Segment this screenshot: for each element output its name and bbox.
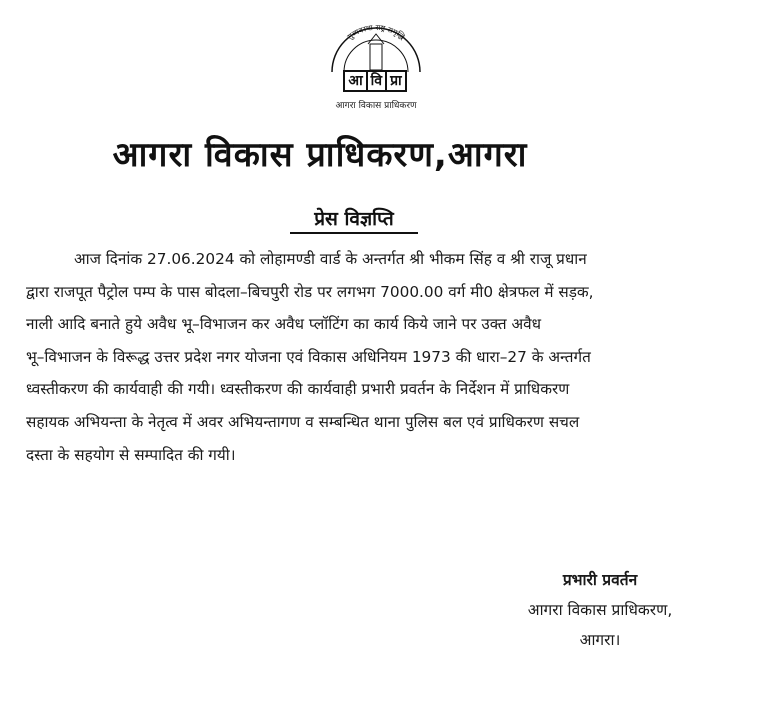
logo-arc-text: सुव्यवस्था राष्ट्र समृद्धि [345, 22, 407, 42]
logo-caption: आगरा विकास प्राधिकरण [335, 101, 417, 111]
logo-letters [332, 70, 420, 92]
logo-letter: प्रा [385, 70, 407, 92]
emblem-arch-icon [322, 22, 430, 74]
body-line: आज दिनांक 27.06.2024 को लोहामण्डी वार्ड के अन्तर्गत श्री भीकम सिंह व श्री राजू प्रधान [74, 250, 587, 268]
body-line: द्वारा राजपूत पैट्रोल पम्प के पास बोदला–बिचपुरी रोड पर लगभग 7000.00 वर्ग मी0 क्षेत्रफल में सड़क, [26, 282, 594, 301]
logo-letter: आ [343, 70, 367, 92]
signature-org: आगरा विकास प्राधिकरण, [527, 601, 673, 619]
body-line: दस्ता के सहयोग से सम्पादित की गयी। [26, 445, 236, 464]
logo-letter: वि [366, 70, 387, 92]
signature-block [480, 565, 720, 655]
document-title: आगरा विकास प्राधिकरण,आगरा [112, 135, 528, 175]
body-line: भू–विभाजन के विरूद्ध उत्तर प्रदेश नगर योजना एवं विकास अधिनियम 1973 की धारा–27 के अन्तर्गत [26, 347, 591, 366]
signature-role: प्रभारी प्रवर्तन [562, 571, 638, 589]
emblem-logo [322, 22, 452, 117]
press-release-heading: प्रेस विज्ञप्ति [290, 205, 418, 234]
press-release-body [26, 243, 740, 471]
svg-text:सुव्यवस्था राष्ट्र समृद्धि [345, 23, 407, 42]
body-line: ध्वस्तीकरण की कार्यवाही की गयी। ध्वस्तीकरण की कार्यवाही प्रभारी प्रवर्तन के निर्देशन में प्राधिकरण [26, 380, 570, 399]
body-line: सहायक अभियन्ता के नेतृत्व में अवर अभियन्तागण व सम्बन्धित थाना पुलिस बल एवं प्राधिकरण सचल [26, 412, 580, 431]
body-line: नाली आदि बनाते हुये अवैध भू–विभाजन कर अवैध प्लॉटिंग का कार्य किये जाने पर उक्त अवैध [26, 315, 542, 334]
signature-city: आगरा। [579, 631, 621, 649]
